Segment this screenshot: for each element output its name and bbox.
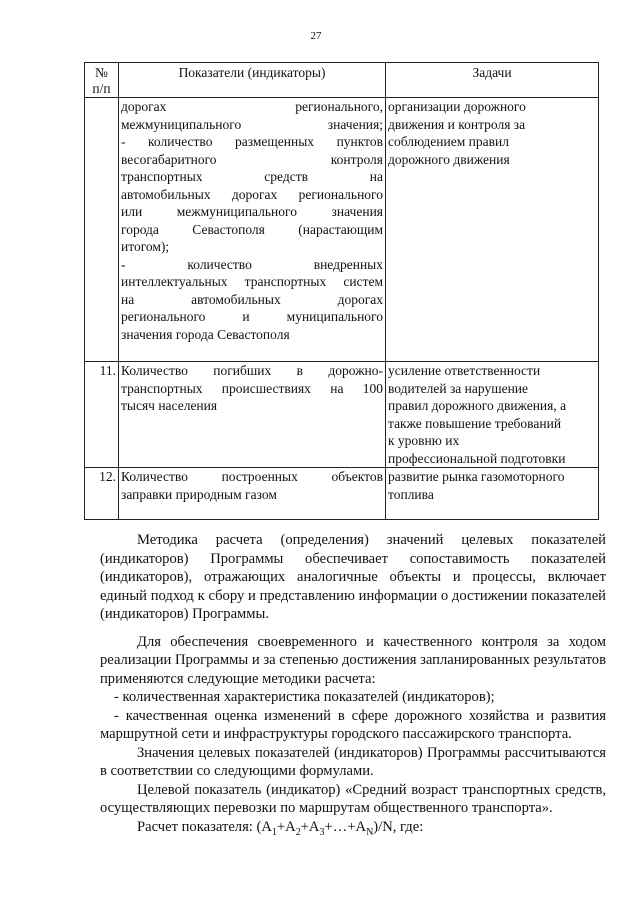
- indicator-line: города Севастополя (нарастающим: [121, 221, 383, 237]
- indicator-line: дорогах регионального,: [121, 99, 383, 114]
- task-cell: [386, 98, 599, 362]
- indicator-line: - количество внедренных: [121, 256, 383, 272]
- indicator-line: итогом);: [121, 239, 170, 254]
- row-number: 12.: [85, 468, 119, 520]
- indicator-line: на автомобильных дорогах: [121, 291, 383, 307]
- task-line: усиление ответственности: [388, 363, 541, 378]
- indicator-line: Количество погибших в дорожно-: [121, 363, 383, 378]
- task-line: развитие рынка газомоторного: [388, 469, 565, 484]
- table-row: [85, 98, 599, 362]
- indicator-cell: [119, 468, 386, 520]
- formula-part: +…+A: [324, 818, 367, 835]
- task-line: организации дорожного: [388, 99, 526, 114]
- task-line: движения и контроля за: [388, 116, 526, 132]
- indicator-cell: [119, 98, 386, 362]
- list-item-quantitative: - количественная характеристика показателей (индикаторов);: [114, 689, 495, 705]
- page-number: 27: [310, 30, 322, 42]
- task-line: дорожного движения: [388, 151, 510, 167]
- indicator-line: транспортных средств на: [121, 169, 383, 184]
- row-number: 11.: [85, 362, 119, 468]
- formula-part: +A: [276, 818, 296, 835]
- table-row: [85, 362, 599, 468]
- formula-part: +A: [300, 818, 320, 835]
- formula-subscript: N: [366, 826, 374, 838]
- indicator-line: Количество построенных объектов: [121, 469, 383, 484]
- indicators-table: [84, 62, 599, 520]
- table-row: [85, 468, 599, 520]
- task-line: также повышение требований: [388, 415, 562, 431]
- paragraph-target-indicator: Целевой показатель (индикатор) «Средний возраст транспортных средств, осуществляющих перевозки по маршрутам общественного транспорта».: [100, 781, 606, 816]
- indicator-line: тысяч населения: [121, 398, 218, 413]
- task-line: соблюдением правил: [388, 134, 509, 149]
- indicator-line: значения города Севастополя: [121, 326, 290, 342]
- formula-subscript: 1: [271, 826, 277, 838]
- indicator-line: регионального и муниципального: [121, 309, 383, 324]
- indicator-line: транспортных происшествиях на 100: [121, 380, 383, 396]
- header-tasks: Задачи: [386, 63, 599, 98]
- task-line: правил дорожного движения, а: [388, 398, 567, 413]
- task-line: к уровню их: [388, 433, 460, 448]
- table-header-row: [85, 63, 599, 98]
- formula-subscript: 3: [319, 826, 325, 838]
- indicator-line: автомобильных дорогах регионального: [121, 186, 383, 202]
- indicator-line: весогабаритного контроля: [121, 151, 383, 167]
- indicator-line: или межмуниципального значения: [121, 204, 383, 219]
- paragraph-control: Для обеспечения своевременного и качественного контроля за ходом реализации Программы и за степенью достижения запланированных результатов применяются следующие методики расчета:: [100, 633, 606, 687]
- header-num: № п/п: [85, 63, 119, 98]
- indicator-line: - количество размещенных пунктов: [121, 134, 383, 149]
- task-cell: [386, 362, 599, 468]
- formula-line: [100, 818, 606, 842]
- task-line: водителей за нарушение: [388, 380, 529, 396]
- row-number: [85, 98, 119, 362]
- formula-part: )/N, где:: [373, 818, 424, 835]
- task-cell: [386, 468, 599, 520]
- task-line: профессиональной подготовки: [388, 450, 566, 466]
- paragraph-methodology: Методика расчета (определения) значений целевых показателей (индикаторов) Программы обеспечивает сопоставимость показателей (индикаторов), отражающих аналогичные объекты и процессы, включает единый подход к сбору и представлению информации о достижении показателей (индикаторов) Программы.: [100, 532, 606, 622]
- indicator-line: интеллектуальных транспортных систем: [121, 274, 383, 289]
- indicator-cell: [119, 362, 386, 468]
- list-item-qualitative: - качественная оценка изменений в сфере дорожного хозяйства и развития маршрутной сети и инфраструктуры городского пассажирского транспорта.: [100, 707, 606, 742]
- body-text: [100, 531, 606, 842]
- indicator-line: заправки природным газом: [121, 486, 277, 502]
- formula-prefix: Расчет показателя: (A: [137, 818, 272, 835]
- task-line: топлива: [388, 486, 434, 502]
- header-indicators: Показатели (индикаторы): [119, 63, 386, 98]
- paragraph-values: Значения целевых показателей (индикаторов) Программы рассчитываются в соответствии со следующими формулами.: [100, 744, 606, 779]
- indicator-line: межмуниципального значения;: [121, 116, 383, 132]
- formula-subscript: 2: [295, 826, 301, 838]
